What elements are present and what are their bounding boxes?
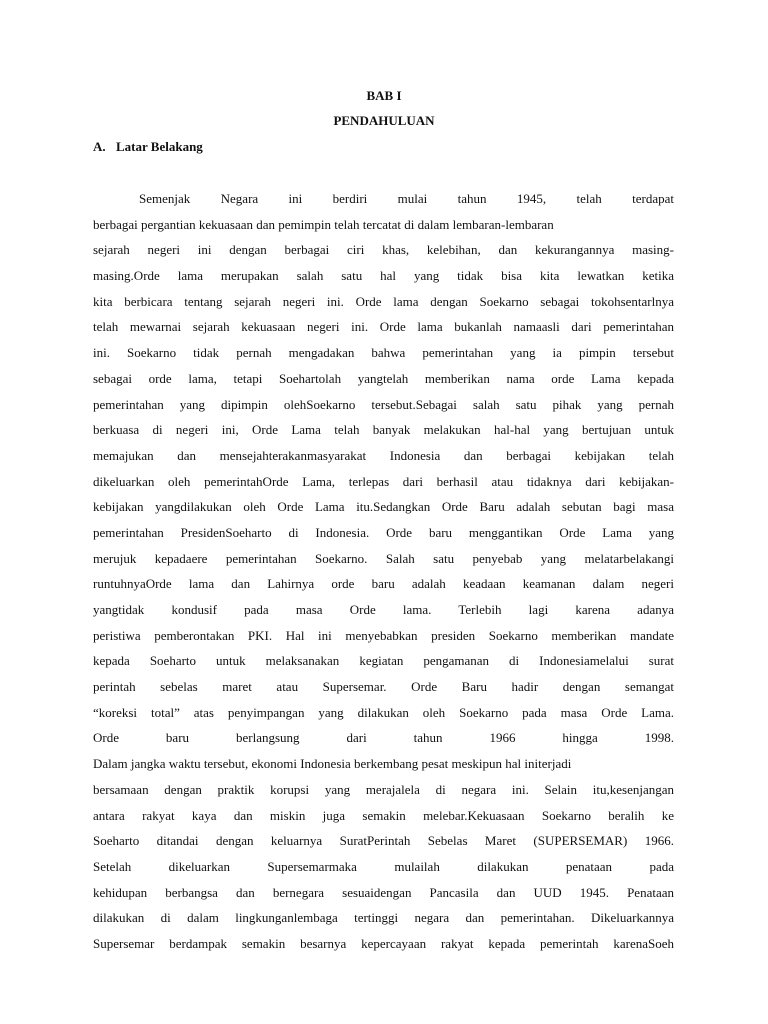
paragraph-line: Supersemar berdampak semakin besarnya kepercayaan rakyat kepada pemerintah karenaSoeh (93, 935, 674, 951)
paragraph-line: telah mewarnai sejarah kekuasaan negeri ini. Orde lama bukanlah namaasli dari pemerintahan (93, 319, 674, 335)
body-paragraph (93, 186, 674, 957)
paragraph-line: peristiwa pemberontakan PKI. Hal ini menyebabkan presiden Soekarno memberikan mandate (93, 627, 674, 643)
paragraph-line: Semenjak Negara ini berdiri mulai tahun 1945, telah terdapat (139, 191, 674, 206)
paragraph-line: Setelah dikeluarkan Supersemarmaka mulailah dilakukan penataan pada (93, 858, 674, 874)
paragraph-line: pemerintahan PresidenSoeharto di Indonesia. Orde baru menggantikan Orde Lama yang (93, 524, 674, 540)
paragraph-line: Dalam jangka waktu tersebut, ekonomi Indonesia berkembang pesat meskipun hal initerjadi (93, 756, 572, 772)
paragraph-line: Orde baru berlangsung dari tahun 1966 hingga 1998. (93, 730, 674, 746)
paragraph-line: kebijakan yangdilakukan oleh Orde Lama itu.Sedangkan Orde Baru adalah sebutan bagi masa (93, 499, 674, 515)
paragraph-line: dikeluarkan oleh pemerintahOrde Lama, terlepas dari berhasil atau tidaknya dari kebijakan- (93, 473, 674, 489)
paragraph-line: berbagai pergantian kekuasaan dan pemimpin telah tercatat di dalam lembaran-lembaran (93, 216, 554, 232)
paragraph-line: Soeharto ditandai dengan keluarnya SuratPerintah Sebelas Maret (SUPERSEMAR) 1966. (93, 833, 674, 849)
paragraph-line: berkuasa di negeri ini, Orde Lama telah banyak melakukan hal-hal yang bertujuan untuk (93, 422, 674, 438)
paragraph-line: kita berbicara tentang sejarah negeri ini. Orde lama dengan Soekarno sebagai tokohsentarlnya (93, 293, 674, 309)
chapter-title: PENDAHULUAN (333, 113, 435, 128)
paragraph-line: perintah sebelas maret atau Supersemar. Orde Baru hadir dengan semangat (93, 679, 674, 695)
paragraph-line: yangtidak kondusif pada masa Orde lama. Terlebih lagi karena adanya (93, 602, 674, 617)
paragraph-line: sejarah negeri ini dengan berbagai ciri khas, kelebihan, dan kekurangannya masing- (93, 242, 674, 258)
paragraph-line: bersamaan dengan praktik korupsi yang merajalela di negara ini. Selain itu,kesenjangan (93, 781, 674, 797)
paragraph-line: runtuhnyaOrde lama dan Lahirnya orde baru adalah keadaan keamanan dalam negeri (93, 576, 674, 592)
paragraph-line: dilakukan di dalam lingkunganlembaga tertinggi negara dan pemerintahan. Dikeluarkannya (93, 910, 674, 926)
chapter-number: BAB I (366, 88, 402, 103)
paragraph-line: kepada Soeharto untuk melaksanakan kegiatan pengamanan di Indonesiamelalui surat (93, 653, 674, 669)
section-number: A. (93, 139, 106, 154)
paragraph-line: memajukan dan mensejahterakanmasyarakat Indonesia dan berbagai kebijakan telah (93, 447, 674, 463)
section-title: Latar Belakang (116, 139, 203, 154)
paragraph-line: merujuk kepadaere pemerintahan Soekarno. Salah satu penyebab yang melatarbelakangi (93, 550, 674, 566)
paragraph-line: sebagai orde lama, tetapi Soehartolah yangtelah memberikan nama orde Lama kepada (93, 370, 674, 386)
paragraph-line: “koreksi total” atas penyimpangan yang dilakukan oleh Soekarno pada masa Orde Lama. (93, 704, 674, 720)
paragraph-line: antara rakyat kaya dan miskin juga semakin melebar.Kekuasaan Soekarno beralih ke (93, 807, 674, 823)
paragraph-line: kehidupan berbangsa dan bernegara sesuaidengan Pancasila dan UUD 1945. Penataan (93, 884, 674, 900)
section-heading (93, 139, 203, 155)
paragraph-line: ini. Soekarno tidak pernah mengadakan bahwa pemerintahan yang ia pimpin tersebut (93, 345, 674, 361)
paragraph-line: pemerintahan yang dipimpin olehSoekarno tersebut.Sebagai salah satu pihak yang pernah (93, 396, 674, 412)
paragraph-line: masing.Orde lama merupakan salah satu hal yang tidak bisa kita lewatkan ketika (93, 268, 674, 284)
